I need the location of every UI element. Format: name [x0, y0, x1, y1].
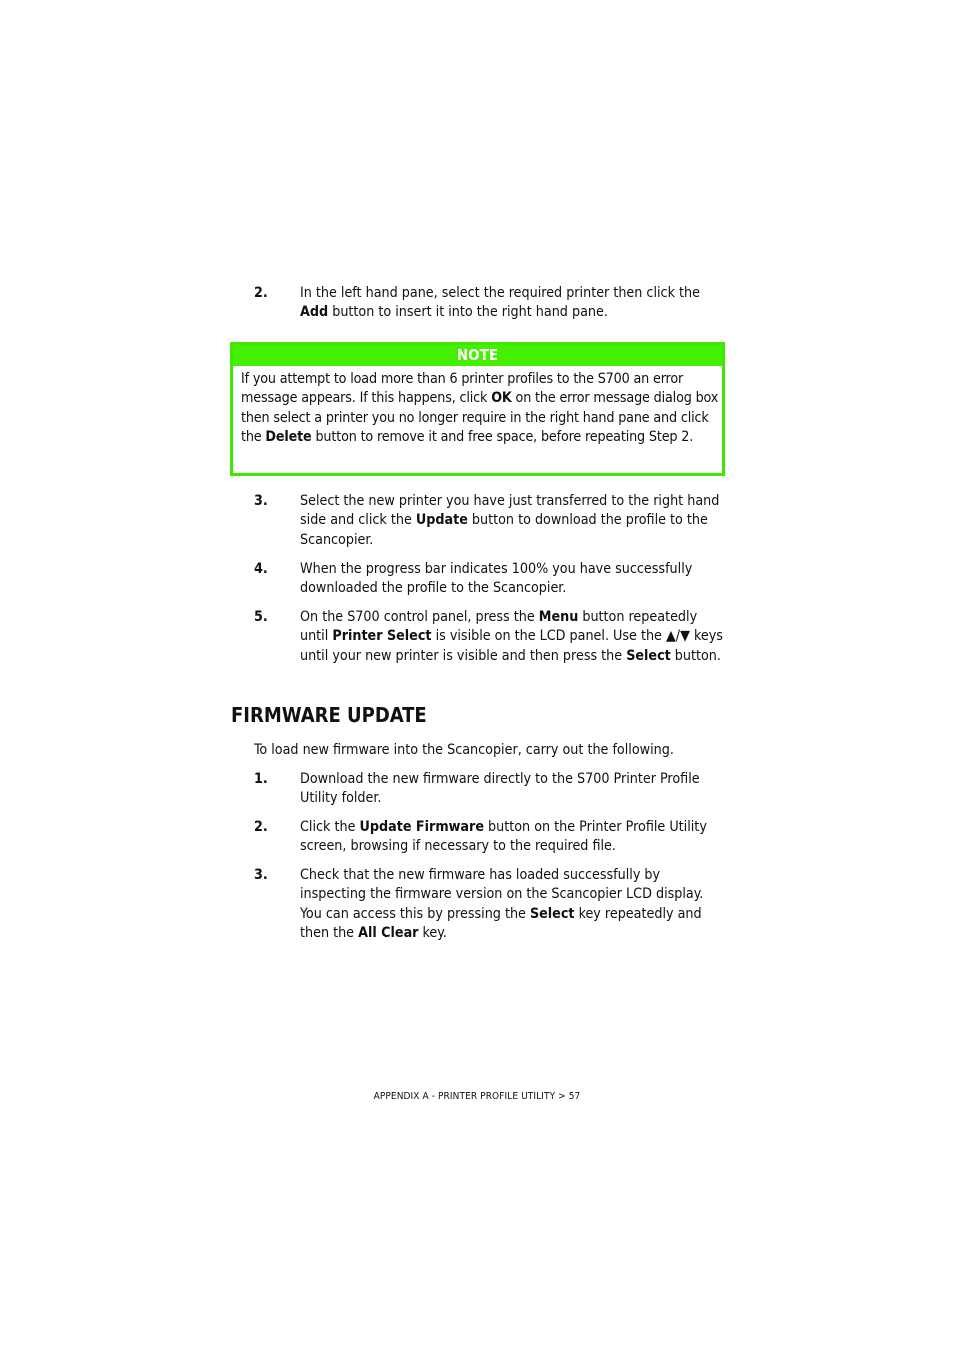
all-clear-key-ref: All Clear	[358, 924, 419, 941]
step-text: When the progress bar indicates 100% you have successfully downloaded the profile to the Scancopier.	[300, 561, 693, 597]
note-title: NOTE	[233, 345, 722, 366]
step-4-progress	[254, 560, 726, 599]
select-key-ref: Select	[529, 905, 575, 922]
step-number: 2.	[254, 819, 268, 835]
step-text: In the left hand pane, select the required printer then click the Add button to insert it into the right hand pane.	[300, 285, 700, 321]
section-heading: FIRMWARE UPDATE	[231, 703, 427, 727]
step-text: Select the new printer you have just transferred to the right hand side and click the Update button to download the profile to the Scancopier.	[300, 493, 720, 548]
step-text: Click the Update Firmware button on the Printer Profile Utility screen, browsing if necessary to the required file.	[300, 819, 707, 855]
update-button-ref: Update	[415, 512, 468, 529]
step-number: 1.	[254, 771, 268, 787]
select-button-ref: Select	[626, 647, 671, 664]
step-3-update-profile	[254, 492, 726, 550]
step-text: Download the new firmware directly to the S700 Printer Profile Utility folder.	[300, 771, 700, 807]
step-2-add-printer	[254, 284, 726, 323]
fw-step-3-verify	[254, 866, 726, 943]
note-text: If you attempt to load more than 6 printer profiles to the S700 an error message appears. If this happens, click OK on the error message dialog box then select a printer you no longer require in the right hand pane and click the Delete button to remove it and free space, before repeating Step 2.	[241, 371, 719, 445]
step-number: 3.	[254, 867, 268, 883]
step-number: 4.	[254, 561, 268, 577]
step-number: 3.	[254, 493, 268, 509]
fw-step-2-update-firmware	[254, 818, 726, 857]
section-intro: To load new firmware into the Scancopier, carry out the following.	[254, 742, 674, 758]
printer-select-ref: Printer Select	[332, 628, 432, 645]
note-box	[230, 342, 725, 476]
delete-button-ref: Delete	[265, 428, 312, 445]
step-5-control-panel	[254, 608, 726, 666]
page-footer: APPENDIX A - PRINTER PROFILE UTILITY > 57	[373, 1091, 581, 1102]
ok-button-ref: OK	[491, 390, 512, 407]
step-text: On the S700 control panel, press the Menu button repeatedly until Printer Select is visible on the LCD panel. Use the ▲/▼ keys until your new printer is visible and then press the Select button.	[300, 609, 723, 664]
menu-button-ref: Menu	[538, 609, 579, 625]
update-firmware-button-ref: Update Firmware	[359, 819, 484, 835]
step-text: Check that the new firmware has loaded successfully by inspecting the firmware version on the Scancopier LCD display. You can access this by pressing the Select key repeatedly and then the All Clear key.	[300, 867, 704, 941]
step-number: 5.	[254, 609, 268, 625]
step-number: 2.	[254, 285, 268, 301]
fw-step-1-download	[254, 770, 726, 809]
add-button-ref: Add	[300, 304, 329, 321]
